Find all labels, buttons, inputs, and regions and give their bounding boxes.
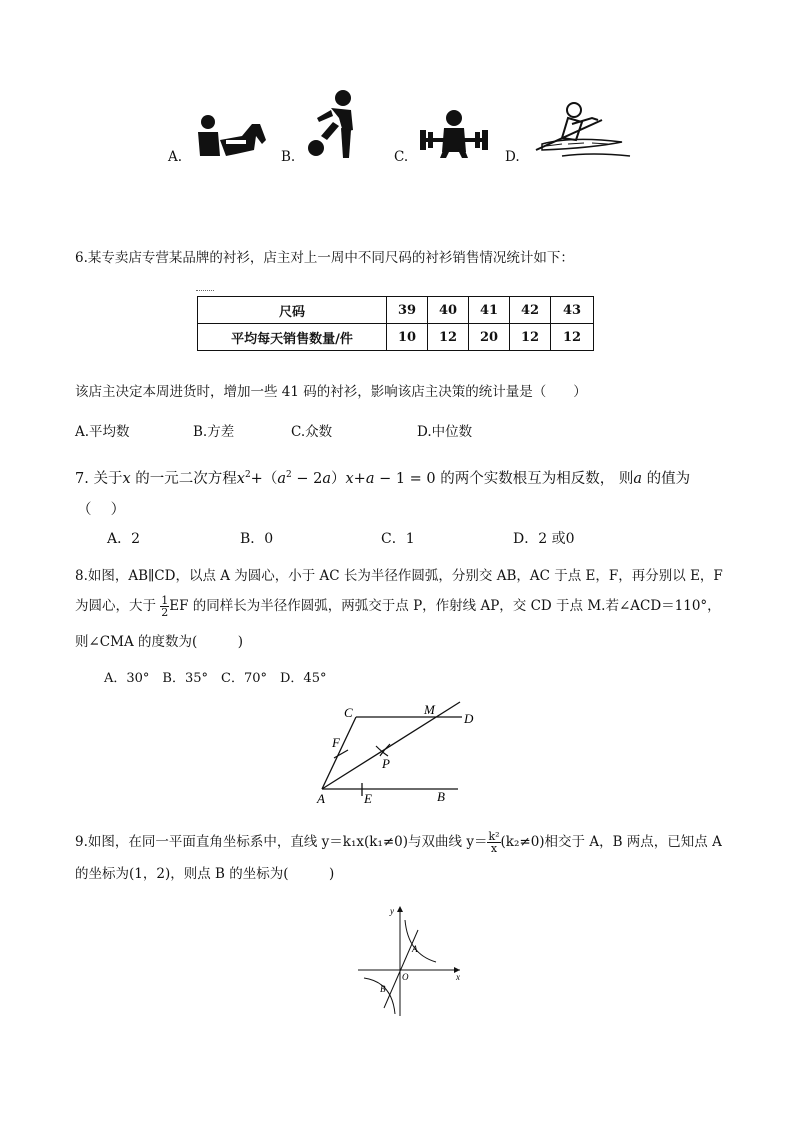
table-header-size: 尺码 (198, 297, 387, 324)
q7-stem (75, 467, 690, 488)
point-label: M (424, 702, 435, 717)
q7-var: a (277, 471, 286, 487)
q7-text: + (353, 471, 366, 487)
q6-option-c: C.众数 (291, 424, 333, 440)
q8-text: EF 的同样长为半径作圆弧，两弧交于点 P，作射线 AP，交 CD 于点 M.若∠ACD＝110°， (169, 598, 721, 614)
q7-var: x (345, 471, 354, 487)
q6-option-d: D.中位数 (417, 424, 473, 440)
point-label: A (412, 944, 418, 954)
q7-text: 的值为 (642, 471, 691, 487)
table-cell: 41 (469, 297, 510, 324)
weightlifting-icon (418, 108, 490, 160)
q6-option-a: A.平均数 (75, 424, 130, 440)
q7-text: 的一元二次方程 (130, 471, 237, 487)
q8-line2 (75, 594, 721, 618)
table-marker (196, 290, 214, 291)
q9-text: 9.如图，在同一平面直角坐标系中，直线 y＝k₁x(k₁≠0)与双曲线 y＝ (75, 834, 488, 850)
table-row (198, 324, 594, 351)
half-fraction (160, 595, 169, 618)
table-header-count: 平均每天销售数量/件 (198, 324, 387, 351)
q7-exponent: 2 (244, 470, 251, 481)
fraction-denominator: 2 (161, 606, 169, 619)
q9-text: (k₂≠0)相交于 A，B 两点，已知点 A (500, 834, 722, 850)
q7-text: − 1 = 0 的两个实数根互为相反数， 则 (374, 471, 634, 487)
table-cell: 40 (428, 297, 469, 324)
parallel-lines-figure (310, 700, 495, 810)
q7-var: x (236, 471, 245, 487)
q7-var: x (122, 471, 131, 487)
q5-option-b-label: B. (281, 149, 296, 165)
point-label: E (364, 791, 372, 806)
table-cell: 12 (551, 324, 594, 351)
q5-option-a-label: A. (168, 149, 183, 165)
rowing-icon (532, 100, 632, 162)
table-cell: 43 (551, 297, 594, 324)
table-cell: 12 (428, 324, 469, 351)
origin-label: O (402, 972, 409, 982)
q7-text: − 2 (291, 471, 323, 487)
q9-line1 (75, 830, 722, 854)
soccer-icon (303, 88, 361, 160)
table-row (198, 297, 594, 324)
point-label: F (332, 735, 340, 750)
q7-text: ） (330, 471, 346, 487)
table-cell: 39 (387, 297, 428, 324)
q8-line1: 8.如图，AB∥CD，以点 A 为圆心，小于 AC 长为半径作圆弧，分别交 AB，AC 于点 E，F，再分别以 E，F (75, 568, 723, 584)
q6-question: 该店主决定本周进货时，增加一些 41 码的衬衫，影响该店主决策的统计量是（ ） (75, 384, 587, 400)
point-label: D (464, 711, 474, 726)
axis-label: y (390, 906, 394, 916)
fraction-denominator: x (490, 842, 498, 855)
q9-line2: 的坐标为(1，2)，则点 B 的坐标为( ) (75, 866, 335, 882)
q8-line3: 则∠CMA 的度数为( ) (75, 634, 244, 650)
q7-text: 7. 关于 (75, 471, 123, 487)
q6-option-b: B.方差 (193, 424, 235, 440)
q7-var: a (365, 471, 375, 487)
point-label: B (380, 984, 386, 994)
q8-options: A．30° B．35° C．70° D．45° (104, 671, 327, 686)
table-cell: 42 (510, 297, 551, 324)
q7-var: a (633, 471, 643, 487)
axis-label: x (456, 972, 460, 982)
equestrian-icon (196, 110, 272, 162)
point-label: B (437, 789, 445, 804)
q7-option-b: B．0 (240, 531, 274, 547)
point-label: A (317, 791, 325, 806)
q7-text: +（ (250, 471, 278, 487)
q7-option-a: A．2 (107, 531, 141, 547)
table-cell: 20 (469, 324, 510, 351)
k2-over-x-fraction (487, 831, 500, 854)
coordinate-plane-figure (350, 900, 470, 1020)
q6-stem: 6.某专卖店专营某品牌的衬衫，店主对上一周中不同尺码的衬衫销售情况统计如下： (75, 250, 574, 266)
q7-exponent: 2 (285, 470, 292, 481)
q7-answer-paren: （ ） (77, 502, 126, 518)
table-cell: 10 (387, 324, 428, 351)
fraction-numerator: k² (488, 830, 500, 843)
point-label: P (382, 756, 390, 771)
q5-option-c-label: C. (394, 149, 409, 165)
q7-var: a (322, 471, 331, 487)
size-sales-table (197, 296, 594, 351)
q5-option-d-label: D. (505, 149, 520, 165)
q8-text: 为圆心，大于 (75, 598, 156, 614)
point-label: C (344, 705, 353, 720)
table-cell: 12 (510, 324, 551, 351)
fraction-numerator: 1 (161, 594, 169, 607)
q7-option-d: D．2 或0 (513, 531, 575, 547)
q7-option-c: C．1 (381, 531, 415, 547)
